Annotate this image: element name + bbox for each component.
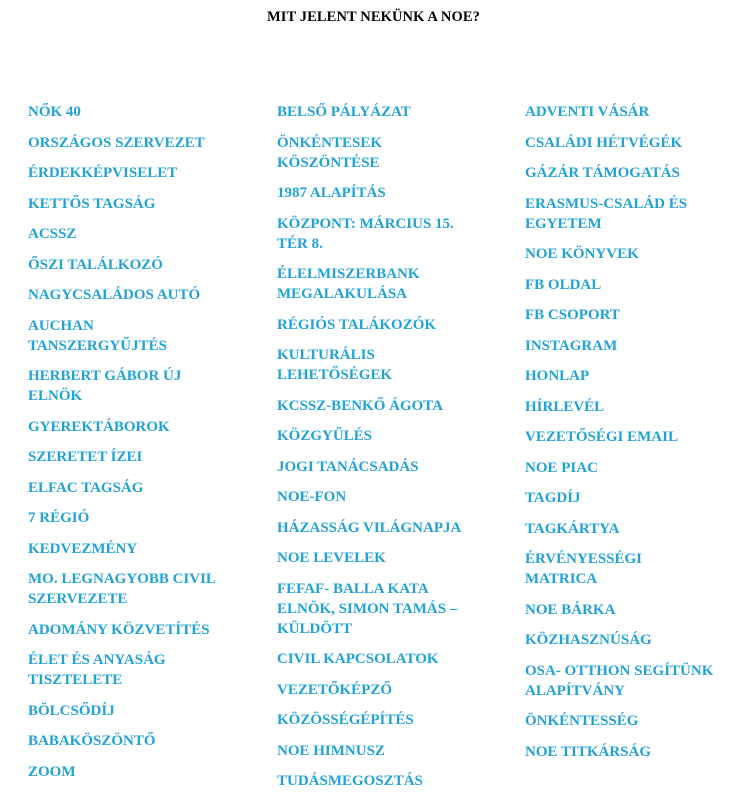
list-item: ÖNKÉNTESEK KÖSZÖNTÉSE: [277, 134, 383, 171]
list-item: ZOOM: [28, 763, 76, 780]
list-item: CIVIL KAPCSOLATOK: [277, 651, 439, 667]
list-item: NŐK 40: [28, 104, 81, 120]
column-3: [525, 102, 740, 772]
list-item: SZERETET ÍZEI: [28, 449, 143, 465]
list-item: GYEREKTÁBOROK: [28, 418, 170, 435]
list-item: ADVENTI VÁSÁR: [525, 104, 650, 120]
list-item: JOGI TANÁCSADÁS: [277, 458, 419, 475]
list-item: ACSSZ: [28, 226, 77, 242]
list-item: NOE HIMNUSZ: [277, 742, 385, 759]
list-item: HÍRLEVÉL: [525, 398, 605, 415]
column-1: [28, 102, 260, 792]
list-item: NOE-FON: [277, 489, 347, 505]
list-item: NOE TITKÁRSÁG: [525, 743, 652, 760]
list-item: ŐSZI TALÁLKOZÓ: [28, 256, 163, 273]
list-item: ÉLELMISZERBANK MEGALAKULÁSA: [277, 266, 420, 302]
list-item: VEZETŐKÉPZŐ: [277, 681, 393, 698]
list-item: KÖZHASZNÚSÁG: [525, 632, 652, 648]
list-item: KULTURÁLIS LEHETŐSÉGEK: [277, 347, 393, 383]
list-item: TUDÁSMEGOSZTÁS: [277, 773, 423, 789]
list-item: NOE KÖNYVEK: [525, 246, 639, 262]
list-item: KÖZPONT: MÁRCIUS 15. TÉR 8.: [277, 215, 454, 252]
list-item: MO. LEGNAGYOBB CIVIL SZERVEZETE: [28, 571, 216, 607]
list-item: ÉLET ÉS ANYASÁG TISZTELETE: [28, 652, 166, 688]
column-2: [277, 102, 502, 802]
list-item: KÖZÖSSÉGÉPÍTÉS: [277, 712, 414, 728]
list-item: KETTŐS TAGSÁG: [28, 195, 156, 212]
list-item: TAGDÍJ: [525, 490, 581, 506]
list-item: KÖZGYŰLÉS: [277, 428, 373, 444]
list-item: ÖNKÉNTESSÉG: [525, 713, 639, 729]
list-item: ORSZÁGOS SZERVEZET: [28, 134, 205, 151]
list-item: VEZETŐSÉGI EMAIL: [525, 429, 678, 445]
list-item: HÁZASSÁG VILÁGNAPJA: [277, 519, 462, 536]
list-item: 1987 ALAPÍTÁS: [277, 185, 386, 201]
list-item: AUCHAN TANSZERGYŰJTÉS: [28, 317, 167, 354]
list-item: BELSŐ PÁLYÁZAT: [277, 104, 411, 120]
list-item: HERBERT GÁBOR ÚJ ELNÖK: [28, 368, 182, 404]
list-item: BABAKÖSZÖNTŐ: [28, 733, 156, 749]
page-title: MIT JELENT NEKÜNK A NOE?: [267, 9, 480, 25]
list-item: FB OLDAL: [525, 276, 602, 293]
list-item: ADOMÁNY KÖZVETÍTÉS: [28, 621, 210, 638]
list-item: FEFAF- BALLA KATA ELNÖK, SIMON TAMÁS – KÜLDÖTT: [277, 580, 458, 637]
list-item: ÉRDEKKÉPVISELET: [28, 165, 178, 181]
list-item: TAGKÁRTYA: [525, 520, 620, 537]
list-item: HONLAP: [525, 368, 590, 384]
list-item: BÖLCSŐDÍJ: [28, 702, 115, 719]
list-item: RÉGIÓS TALÁKOZÓK: [277, 316, 437, 333]
list-item: NOE LEVELEK: [277, 550, 386, 566]
list-item: NOE PIAC: [525, 459, 598, 476]
list-item: NAGYCSALÁDOS AUTÓ: [28, 287, 201, 303]
list-item: INSTAGRAM: [525, 337, 618, 354]
list-item: KCSSZ-BENKŐ ÁGOTA: [277, 397, 444, 414]
list-item: 7 RÉGIÓ: [28, 510, 90, 526]
list-item: FB CSOPORT: [525, 307, 620, 323]
list-item: ERASMUS-CSALÁD ÉS EGYETEM: [525, 195, 688, 232]
list-item: ELFAC TAGSÁG: [28, 479, 144, 496]
list-item: ÉRVÉNYESSÉGI MATRICA: [525, 551, 643, 587]
list-item: GÁZÁR TÁMOGATÁS: [525, 165, 680, 181]
list-item: CSALÁDI HÉTVÉGÉK: [525, 134, 683, 151]
list-item: KEDVEZMÉNY: [28, 540, 138, 557]
list-item: NOE BÁRKA: [525, 601, 616, 618]
list-item: OSA- OTTHON SEGÍTÜNK ALAPÍTVÁNY: [525, 662, 714, 699]
